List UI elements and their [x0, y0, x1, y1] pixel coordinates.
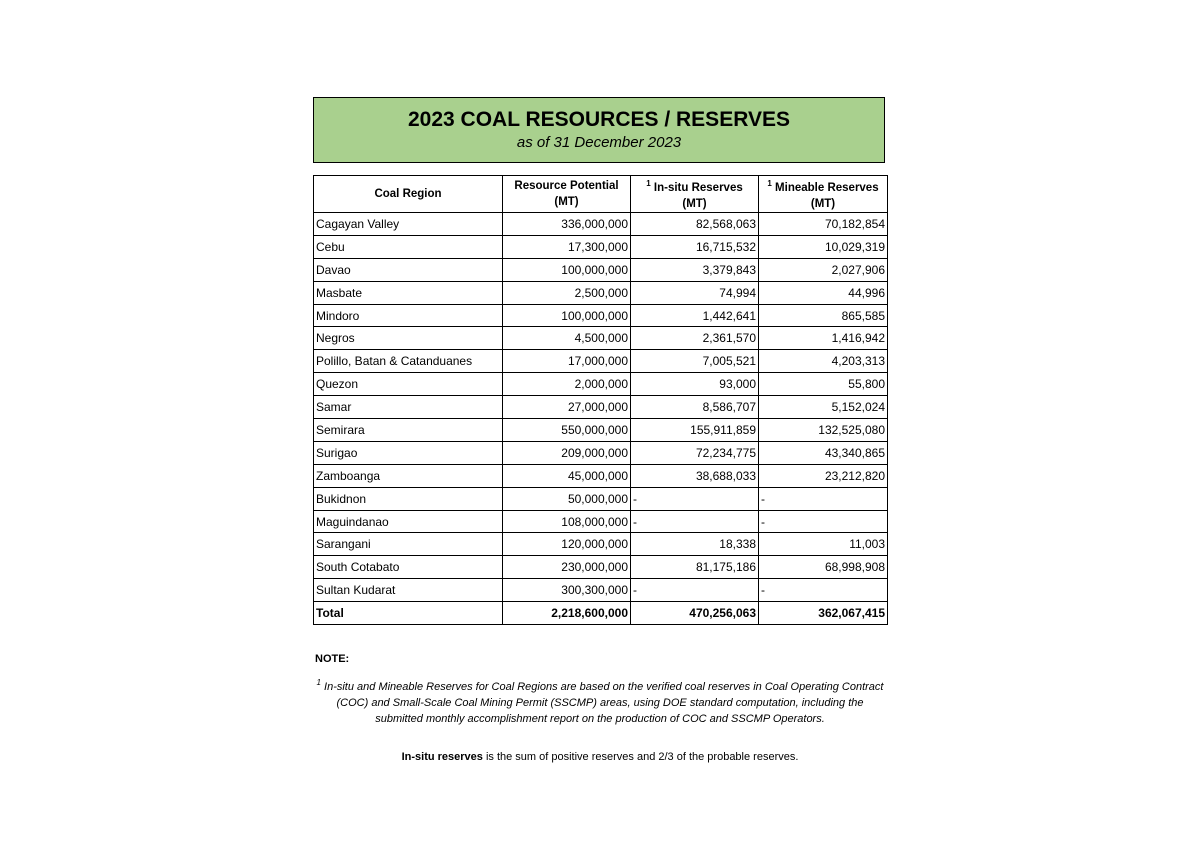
region-cell: Sarangani: [314, 533, 503, 556]
table-row: [314, 213, 888, 236]
definition-text: is the sum of positive reserves and 2/3 of the probable reserves.: [482, 751, 799, 763]
header-mineable-reserves: $^1$ Mineable Reserves (MT): [759, 176, 888, 213]
insitu-reserves-cell: 3,379,843: [631, 258, 759, 281]
note-heading: NOTE:: [315, 653, 350, 665]
footnote-marker: 1: [646, 179, 651, 188]
insitu-reserves-cell: 2,361,570: [631, 327, 759, 350]
table-row: [314, 487, 888, 510]
region-cell: Maguindanao: [314, 510, 503, 533]
table-row: [314, 258, 888, 281]
insitu-reserves-cell: 16,715,532: [631, 235, 759, 258]
table-row: [314, 441, 888, 464]
insitu-reserves-cell: 82,568,063: [631, 213, 759, 236]
definition-term: In-situ reserves: [401, 751, 483, 763]
insitu-reserves-cell: 1,442,641: [631, 304, 759, 327]
region-cell: Negros: [314, 327, 503, 350]
table-row: [314, 464, 888, 487]
mineable-reserves-cell: 132,525,080: [759, 419, 888, 442]
region-cell: Mindoro: [314, 304, 503, 327]
mineable-reserves-cell: 5,152,024: [759, 396, 888, 419]
mineable-reserves-cell: 10,029,319: [759, 235, 888, 258]
mineable-reserves-cell: 43,340,865: [759, 441, 888, 464]
insitu-reserves-cell: -: [631, 579, 759, 602]
insitu-reserves-cell: 18,338: [631, 533, 759, 556]
insitu-reserves-cell: 155,911,859: [631, 419, 759, 442]
mineable-reserves-cell: -: [759, 487, 888, 510]
mineable-reserves-cell: -: [759, 579, 888, 602]
region-cell: Surigao: [314, 441, 503, 464]
table-row: [314, 510, 888, 533]
region-cell: Cagayan Valley: [314, 213, 503, 236]
insitu-reserves-cell: 72,234,775: [631, 441, 759, 464]
insitu-reserves-cell: 81,175,186: [631, 556, 759, 579]
note-text: $^1$ In-situ and Mineable Reserves for Coal Regions are based on the verified coal reserves in Coal Operating Contract (COC) and Small-Scale Coal Mining Permit (SSCMP) areas, using DOE standard computation, including the submitted monthly accomplishment report on the production of COC and SSCMP Operators.: [316, 678, 884, 725]
mineable-reserves-cell: 23,212,820: [759, 464, 888, 487]
table-row: [314, 304, 888, 327]
region-cell: South Cotabato: [314, 556, 503, 579]
mineable-reserves-cell: 362,067,415: [759, 602, 888, 625]
table-row: [314, 579, 888, 602]
resource-potential-cell: 2,000,000: [503, 373, 631, 396]
header-insitu-reserves: $^1$ In-situ Reserves (MT): [631, 176, 759, 213]
table-row: [314, 373, 888, 396]
table-row: [314, 281, 888, 304]
table-row: [314, 235, 888, 258]
table-row: [314, 533, 888, 556]
resource-potential-cell: 4,500,000: [503, 327, 631, 350]
mineable-reserves-cell: 68,998,908: [759, 556, 888, 579]
table-body: [314, 213, 888, 625]
region-cell: Bukidnon: [314, 487, 503, 510]
footnote-marker: 1: [767, 179, 772, 188]
resource-potential-cell: 209,000,000: [503, 441, 631, 464]
region-cell: Quezon: [314, 373, 503, 396]
insitu-reserves-cell: 470,256,063: [631, 602, 759, 625]
region-cell: Masbate: [314, 281, 503, 304]
region-cell: Zamboanga: [314, 464, 503, 487]
mineable-reserves-cell: 70,182,854: [759, 213, 888, 236]
insitu-reserves-cell: 7,005,521: [631, 350, 759, 373]
insitu-definition: [313, 751, 887, 763]
insitu-reserves-cell: -: [631, 487, 759, 510]
page-title: 2023 COAL RESOURCES / RESERVES: [407, 108, 791, 131]
table-row: [314, 327, 888, 350]
resource-potential-cell: 120,000,000: [503, 533, 631, 556]
mineable-reserves-cell: 4,203,313: [759, 350, 888, 373]
table-row: [314, 556, 888, 579]
insitu-reserves-cell: -: [631, 510, 759, 533]
resource-potential-cell: 45,000,000: [503, 464, 631, 487]
resource-potential-cell: 230,000,000: [503, 556, 631, 579]
table-row: [314, 350, 888, 373]
region-cell: Sultan Kudarat: [314, 579, 503, 602]
table-row: [314, 396, 888, 419]
insitu-reserves-cell: 8,586,707: [631, 396, 759, 419]
resource-potential-cell: 27,000,000: [503, 396, 631, 419]
header-coal-region: Coal Region: [314, 176, 503, 213]
insitu-reserves-cell: 74,994: [631, 281, 759, 304]
mineable-reserves-cell: 44,996: [759, 281, 888, 304]
resource-potential-cell: 336,000,000: [503, 213, 631, 236]
table-row: [314, 419, 888, 442]
footnote-marker: 1: [316, 678, 321, 687]
mineable-reserves-cell: 55,800: [759, 373, 888, 396]
region-cell: Semirara: [314, 419, 503, 442]
coal-reserves-table: [313, 175, 888, 625]
total-row: [314, 602, 888, 625]
resource-potential-cell: 300,300,000: [503, 579, 631, 602]
resource-potential-cell: 50,000,000: [503, 487, 631, 510]
insitu-reserves-cell: 38,688,033: [631, 464, 759, 487]
resource-potential-cell: 108,000,000: [503, 510, 631, 533]
insitu-reserves-cell: 93,000: [631, 373, 759, 396]
resource-potential-cell: 100,000,000: [503, 304, 631, 327]
resource-potential-cell: 17,300,000: [503, 235, 631, 258]
resource-potential-cell: 17,000,000: [503, 350, 631, 373]
mineable-reserves-cell: -: [759, 510, 888, 533]
resource-potential-cell: 2,500,000: [503, 281, 631, 304]
region-cell: Total: [314, 602, 503, 625]
header-resource-potential: Resource Potential (MT): [503, 176, 631, 213]
resource-potential-cell: 550,000,000: [503, 419, 631, 442]
table-header-row: [314, 176, 888, 213]
mineable-reserves-cell: 1,416,942: [759, 327, 888, 350]
region-cell: Davao: [314, 258, 503, 281]
page-subtitle: as of 31 December 2023: [516, 134, 682, 151]
resource-potential-cell: 2,218,600,000: [503, 602, 631, 625]
mineable-reserves-cell: 11,003: [759, 533, 888, 556]
resource-potential-cell: 100,000,000: [503, 258, 631, 281]
region-cell: Cebu: [314, 235, 503, 258]
region-cell: Samar: [314, 396, 503, 419]
mineable-reserves-cell: 2,027,906: [759, 258, 888, 281]
title-banner: [313, 97, 885, 163]
mineable-reserves-cell: 865,585: [759, 304, 888, 327]
region-cell: Polillo, Batan & Catanduanes: [314, 350, 503, 373]
